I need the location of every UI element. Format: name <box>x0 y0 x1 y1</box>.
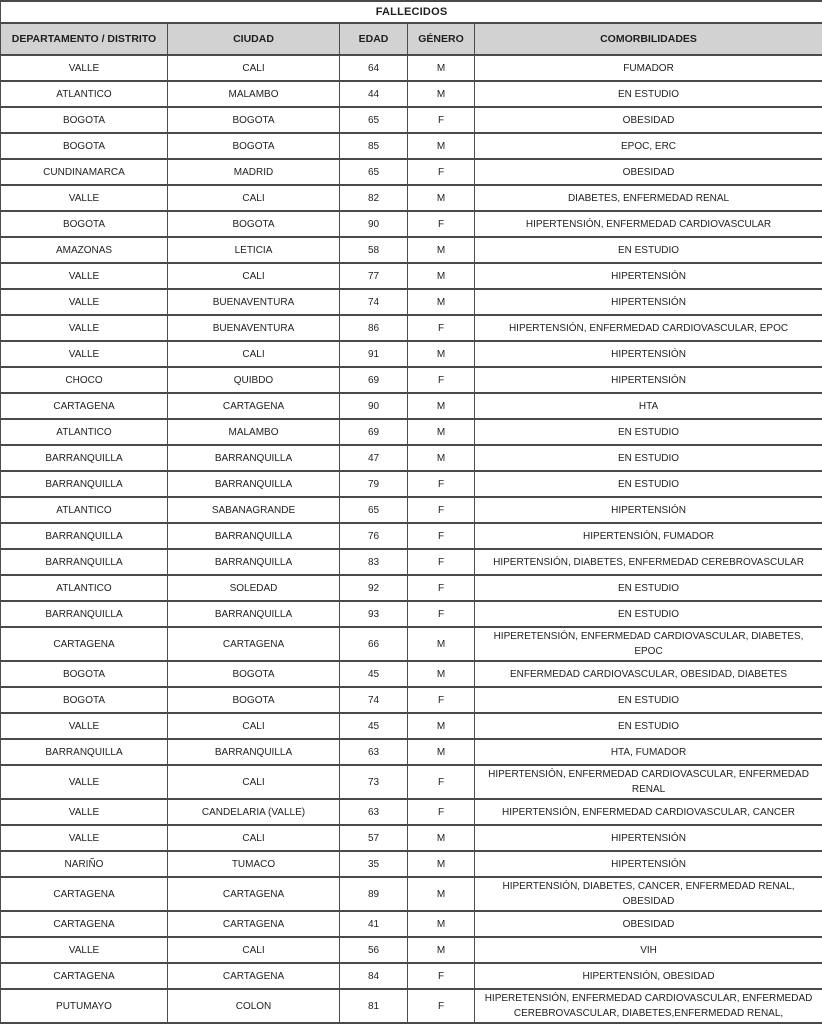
cell-departamento: VALLE <box>1 937 168 963</box>
cell-departamento: CUNDINAMARCA <box>1 159 168 185</box>
table-row <box>1 315 822 341</box>
cell-comorbilidades: HIPERTENSIÓN <box>475 341 822 367</box>
cell-genero: F <box>408 799 475 825</box>
cell-genero: M <box>408 937 475 963</box>
cell-comorbilidades: OBESIDAD <box>475 911 822 937</box>
cell-edad: 85 <box>340 133 408 159</box>
cell-departamento: VALLE <box>1 765 168 799</box>
cell-comorbilidades: DIABETES, ENFERMEDAD RENAL <box>475 185 822 211</box>
cell-edad: 86 <box>340 315 408 341</box>
cell-ciudad: CALI <box>168 765 340 799</box>
cell-comorbilidades: EN ESTUDIO <box>475 445 822 471</box>
cell-comorbilidades: ENFERMEDAD CARDIOVASCULAR, OBESIDAD, DIABETES <box>475 661 822 687</box>
table-row <box>1 963 822 989</box>
cell-ciudad: MALAMBO <box>168 419 340 445</box>
cell-edad: 92 <box>340 575 408 601</box>
cell-genero: M <box>408 851 475 877</box>
cell-genero: M <box>408 55 475 81</box>
cell-edad: 69 <box>340 419 408 445</box>
cell-comorbilidades: OBESIDAD <box>475 107 822 133</box>
table-row <box>1 263 822 289</box>
table-title: FALLECIDOS <box>1 1 822 23</box>
cell-ciudad: BOGOTA <box>168 107 340 133</box>
cell-ciudad: LETICIA <box>168 237 340 263</box>
cell-departamento: BARRANQUILLA <box>1 471 168 497</box>
cell-comorbilidades: HIPERTENSIÓN, DIABETES, ENFERMEDAD CEREBROVASCULAR <box>475 549 822 575</box>
table-row <box>1 211 822 237</box>
cell-ciudad: CALI <box>168 341 340 367</box>
cell-edad: 90 <box>340 211 408 237</box>
cell-comorbilidades: HIPERTENSIÓN, ENFERMEDAD CARDIOVASCULAR <box>475 211 822 237</box>
cell-ciudad: MADRID <box>168 159 340 185</box>
cell-departamento: ATLANTICO <box>1 575 168 601</box>
cell-ciudad: SABANAGRANDE <box>168 497 340 523</box>
table-row <box>1 471 822 497</box>
table-row <box>1 419 822 445</box>
cell-ciudad: BUENAVENTURA <box>168 289 340 315</box>
cell-departamento: ATLANTICO <box>1 419 168 445</box>
cell-edad: 44 <box>340 81 408 107</box>
cell-departamento: CARTAGENA <box>1 627 168 661</box>
cell-edad: 65 <box>340 159 408 185</box>
table-row <box>1 159 822 185</box>
cell-departamento: VALLE <box>1 263 168 289</box>
col-header-departamento: DEPARTAMENTO / DISTRITO <box>1 23 168 55</box>
table-row <box>1 549 822 575</box>
table-row <box>1 289 822 315</box>
cell-edad: 65 <box>340 107 408 133</box>
cell-comorbilidades: HIPERETENSIÓN, ENFERMEDAD CARDIOVASCULAR, DIABETES, EPOC <box>475 627 822 661</box>
cell-comorbilidades: EN ESTUDIO <box>475 601 822 627</box>
cell-ciudad: BOGOTA <box>168 211 340 237</box>
cell-edad: 63 <box>340 799 408 825</box>
cell-genero: F <box>408 575 475 601</box>
table-row <box>1 713 822 739</box>
cell-edad: 65 <box>340 497 408 523</box>
cell-comorbilidades: HIPERTENSIÓN, ENFERMEDAD CARDIOVASCULAR, EPOC <box>475 315 822 341</box>
cell-ciudad: CANDELARIA (VALLE) <box>168 799 340 825</box>
cell-edad: 41 <box>340 911 408 937</box>
cell-ciudad: BARRANQUILLA <box>168 445 340 471</box>
cell-genero: F <box>408 523 475 549</box>
cell-genero: M <box>408 419 475 445</box>
table-row <box>1 739 822 765</box>
table-row <box>1 81 822 107</box>
cell-ciudad: COLON <box>168 989 340 1023</box>
cell-genero: F <box>408 497 475 523</box>
table-row <box>1 133 822 159</box>
table-row <box>1 107 822 133</box>
cell-genero: M <box>408 661 475 687</box>
cell-genero: M <box>408 825 475 851</box>
cell-comorbilidades: HTA <box>475 393 822 419</box>
cell-departamento: BARRANQUILLA <box>1 549 168 575</box>
cell-departamento: VALLE <box>1 341 168 367</box>
cell-comorbilidades: HIPERTENSIÓN, DIABETES, CANCER, ENFERMEDAD RENAL, OBESIDAD <box>475 877 822 911</box>
table-row <box>1 185 822 211</box>
table-row <box>1 601 822 627</box>
cell-genero: M <box>408 237 475 263</box>
table-row <box>1 497 822 523</box>
cell-departamento: CARTAGENA <box>1 911 168 937</box>
cell-departamento: VALLE <box>1 713 168 739</box>
cell-ciudad: BUENAVENTURA <box>168 315 340 341</box>
cell-ciudad: CALI <box>168 713 340 739</box>
cell-comorbilidades: HIPERTENSIÓN, FUMADOR <box>475 523 822 549</box>
cell-genero: F <box>408 211 475 237</box>
cell-edad: 89 <box>340 877 408 911</box>
col-header-ciudad: CIUDAD <box>168 23 340 55</box>
cell-genero: M <box>408 393 475 419</box>
cell-genero: F <box>408 765 475 799</box>
table-row <box>1 825 822 851</box>
cell-ciudad: CALI <box>168 185 340 211</box>
cell-genero: M <box>408 263 475 289</box>
cell-edad: 83 <box>340 549 408 575</box>
cell-edad: 56 <box>340 937 408 963</box>
cell-edad: 76 <box>340 523 408 549</box>
cell-edad: 84 <box>340 963 408 989</box>
cell-genero: M <box>408 627 475 661</box>
cell-ciudad: TUMACO <box>168 851 340 877</box>
cell-departamento: NARIÑO <box>1 851 168 877</box>
table-row <box>1 523 822 549</box>
cell-genero: M <box>408 133 475 159</box>
table-row <box>1 341 822 367</box>
cell-comorbilidades: EN ESTUDIO <box>475 471 822 497</box>
table-row <box>1 627 822 661</box>
table-row <box>1 877 822 911</box>
cell-genero: M <box>408 739 475 765</box>
cell-comorbilidades: OBESIDAD <box>475 159 822 185</box>
cell-genero: M <box>408 713 475 739</box>
cell-ciudad: CARTAGENA <box>168 877 340 911</box>
cell-genero: M <box>408 445 475 471</box>
cell-comorbilidades: EN ESTUDIO <box>475 687 822 713</box>
cell-edad: 63 <box>340 739 408 765</box>
cell-ciudad: CARTAGENA <box>168 911 340 937</box>
cell-edad: 73 <box>340 765 408 799</box>
cell-departamento: BARRANQUILLA <box>1 523 168 549</box>
cell-edad: 90 <box>340 393 408 419</box>
cell-genero: M <box>408 81 475 107</box>
cell-comorbilidades: HIPERTENSIÓN <box>475 497 822 523</box>
cell-genero: F <box>408 989 475 1023</box>
cell-edad: 58 <box>340 237 408 263</box>
cell-departamento: ATLANTICO <box>1 81 168 107</box>
cell-genero: M <box>408 289 475 315</box>
table-row <box>1 799 822 825</box>
cell-ciudad: QUIBDO <box>168 367 340 393</box>
cell-departamento: VALLE <box>1 315 168 341</box>
cell-comorbilidades: EPOC, ERC <box>475 133 822 159</box>
cell-departamento: PUTUMAYO <box>1 989 168 1023</box>
cell-edad: 47 <box>340 445 408 471</box>
cell-departamento: BARRANQUILLA <box>1 601 168 627</box>
col-header-edad: EDAD <box>340 23 408 55</box>
cell-departamento: VALLE <box>1 799 168 825</box>
cell-ciudad: BARRANQUILLA <box>168 471 340 497</box>
cell-edad: 45 <box>340 661 408 687</box>
cell-genero: F <box>408 601 475 627</box>
cell-comorbilidades: FUMADOR <box>475 55 822 81</box>
cell-ciudad: BARRANQUILLA <box>168 739 340 765</box>
cell-comorbilidades: HIPERTENSIÓN <box>475 825 822 851</box>
cell-ciudad: SOLEDAD <box>168 575 340 601</box>
table-row <box>1 937 822 963</box>
cell-comorbilidades: HTA, FUMADOR <box>475 739 822 765</box>
cell-departamento: BOGOTA <box>1 211 168 237</box>
cell-ciudad: BOGOTA <box>168 687 340 713</box>
cell-departamento: VALLE <box>1 185 168 211</box>
cell-departamento: BOGOTA <box>1 687 168 713</box>
cell-comorbilidades: EN ESTUDIO <box>475 713 822 739</box>
table-title-row <box>1 1 822 23</box>
cell-edad: 45 <box>340 713 408 739</box>
cell-ciudad: BOGOTA <box>168 661 340 687</box>
cell-departamento: ATLANTICO <box>1 497 168 523</box>
table-row <box>1 911 822 937</box>
cell-comorbilidades: EN ESTUDIO <box>475 81 822 107</box>
cell-genero: F <box>408 315 475 341</box>
cell-departamento: BARRANQUILLA <box>1 739 168 765</box>
cell-ciudad: CARTAGENA <box>168 963 340 989</box>
cell-edad: 79 <box>340 471 408 497</box>
cell-departamento: BOGOTA <box>1 107 168 133</box>
cell-ciudad: MALAMBO <box>168 81 340 107</box>
table-row <box>1 575 822 601</box>
cell-edad: 81 <box>340 989 408 1023</box>
cell-departamento: CHOCO <box>1 367 168 393</box>
cell-ciudad: CALI <box>168 937 340 963</box>
cell-genero: F <box>408 367 475 393</box>
cell-edad: 77 <box>340 263 408 289</box>
cell-ciudad: CARTAGENA <box>168 393 340 419</box>
cell-departamento: BOGOTA <box>1 661 168 687</box>
cell-comorbilidades: HIPERTENSIÓN, OBESIDAD <box>475 963 822 989</box>
cell-genero: M <box>408 911 475 937</box>
cell-edad: 74 <box>340 687 408 713</box>
cell-comorbilidades: EN ESTUDIO <box>475 237 822 263</box>
cell-edad: 93 <box>340 601 408 627</box>
cell-edad: 69 <box>340 367 408 393</box>
cell-edad: 35 <box>340 851 408 877</box>
cell-ciudad: CARTAGENA <box>168 627 340 661</box>
cell-comorbilidades: HIPERTENSIÓN <box>475 263 822 289</box>
cell-departamento: CARTAGENA <box>1 393 168 419</box>
cell-genero: F <box>408 549 475 575</box>
cell-edad: 64 <box>340 55 408 81</box>
cell-genero: F <box>408 963 475 989</box>
cell-ciudad: BARRANQUILLA <box>168 523 340 549</box>
cell-departamento: BOGOTA <box>1 133 168 159</box>
table-row <box>1 393 822 419</box>
cell-departamento: VALLE <box>1 825 168 851</box>
cell-edad: 74 <box>340 289 408 315</box>
cell-comorbilidades: HIPERTENSIÓN, ENFERMEDAD CARDIOVASCULAR, ENFERMEDAD RENAL <box>475 765 822 799</box>
col-header-comorbilidades: COMORBILIDADES <box>475 23 822 55</box>
cell-genero: F <box>408 471 475 497</box>
cell-edad: 57 <box>340 825 408 851</box>
cell-comorbilidades: HIPERTENSIÓN <box>475 289 822 315</box>
cell-genero: F <box>408 107 475 133</box>
cell-comorbilidades: HIPERTENSIÓN <box>475 367 822 393</box>
cell-comorbilidades: HIPERTENSIÓN, ENFERMEDAD CARDIOVASCULAR, CANCER <box>475 799 822 825</box>
cell-genero: F <box>408 687 475 713</box>
cell-ciudad: CALI <box>168 263 340 289</box>
cell-edad: 66 <box>340 627 408 661</box>
cell-ciudad: CALI <box>168 55 340 81</box>
cell-edad: 82 <box>340 185 408 211</box>
cell-departamento: VALLE <box>1 55 168 81</box>
table-row <box>1 989 822 1023</box>
table-row <box>1 445 822 471</box>
cell-ciudad: BARRANQUILLA <box>168 549 340 575</box>
cell-comorbilidades: HIPERETENSIÓN, ENFERMEDAD CARDIOVASCULAR, ENFERMEDAD CEREBROVASCULAR, DIABETES,ENFERMEDAD RENAL, <box>475 989 822 1023</box>
cell-ciudad: CALI <box>168 825 340 851</box>
table-body <box>1 55 822 1023</box>
cell-comorbilidades: HIPERTENSIÓN <box>475 851 822 877</box>
cell-comorbilidades: EN ESTUDIO <box>475 575 822 601</box>
table-row <box>1 237 822 263</box>
cell-comorbilidades: EN ESTUDIO <box>475 419 822 445</box>
cell-comorbilidades: VIH <box>475 937 822 963</box>
cell-departamento: AMAZONAS <box>1 237 168 263</box>
table-row <box>1 661 822 687</box>
cell-ciudad: BARRANQUILLA <box>168 601 340 627</box>
table-row <box>1 367 822 393</box>
table-header-row <box>1 23 822 55</box>
cell-ciudad: BOGOTA <box>168 133 340 159</box>
table-row <box>1 687 822 713</box>
cell-edad: 91 <box>340 341 408 367</box>
cell-genero: M <box>408 341 475 367</box>
table-row <box>1 55 822 81</box>
col-header-genero: GÉNERO <box>408 23 475 55</box>
cell-departamento: CARTAGENA <box>1 877 168 911</box>
cell-departamento: BARRANQUILLA <box>1 445 168 471</box>
table-row <box>1 765 822 799</box>
table-row <box>1 851 822 877</box>
cell-genero: M <box>408 877 475 911</box>
cell-departamento: VALLE <box>1 289 168 315</box>
cell-genero: M <box>408 185 475 211</box>
cell-departamento: CARTAGENA <box>1 963 168 989</box>
cell-genero: F <box>408 159 475 185</box>
